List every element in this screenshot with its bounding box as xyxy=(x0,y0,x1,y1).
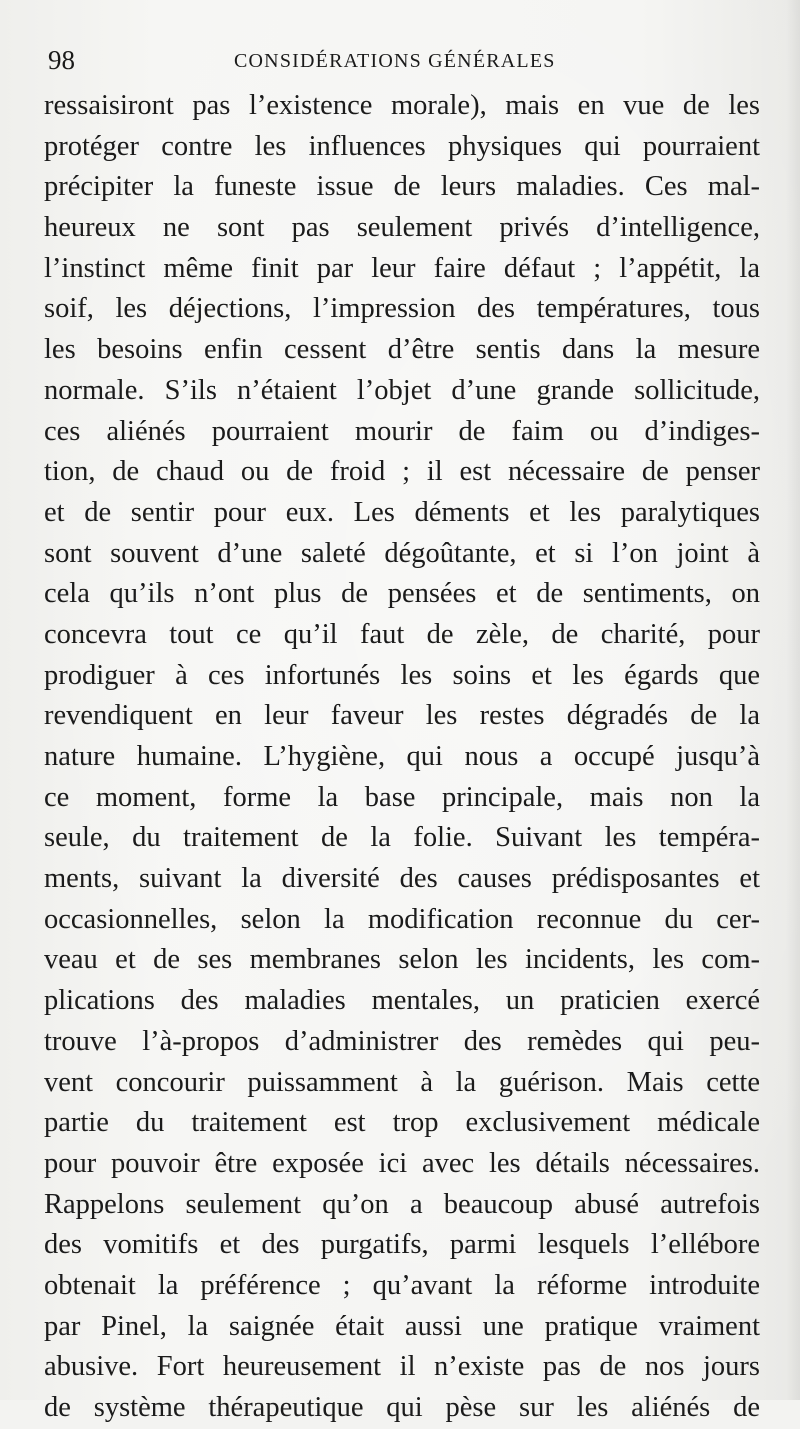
page-header xyxy=(44,42,760,78)
text-line: sont souvent d’une saleté dégoûtante, et si l’on joint à xyxy=(44,537,760,569)
text-line: cela qu’ils n’ont plus de pensées et de sentiments, on xyxy=(44,578,760,610)
text-line: nature humaine. L’hygiène, qui nous a occupé jusqu’à xyxy=(44,741,760,772)
text-line: trouve l’à-propos d’administrer des remèdes qui peu- xyxy=(44,1025,760,1057)
text-line: ments, suivant la diversité des causes prédisposantes et xyxy=(44,863,760,895)
text-line: occasionnelles, selon la modification reconnue du cer- xyxy=(44,903,760,935)
running-head: CONSIDÉRATIONS GÉNÉRALES xyxy=(234,50,556,72)
text-line: soif, les déjections, l’impression des températures, tous xyxy=(44,293,760,325)
text-line: ces aliénés pourraient mourir de faim ou d’indiges- xyxy=(44,415,760,447)
page-edge-shadow xyxy=(786,0,800,1400)
text-line: seule, du traitement de la folie. Suivant les tempéra- xyxy=(44,822,760,854)
text-line: obtenait la préférence ; qu’avant la réforme introduite xyxy=(44,1269,760,1301)
text-line: ce moment, forme la base principale, mais non la xyxy=(44,781,760,813)
text-line: de système thérapeutique qui pèse sur les aliénés de xyxy=(44,1392,760,1423)
text-line: tion, de chaud ou de froid ; il est nécessaire de penser xyxy=(44,456,760,488)
text-line: protéger contre les influences physiques qui pourraient xyxy=(44,130,760,162)
text-line: pour pouvoir être exposée ici avec les détails nécessaires. xyxy=(44,1147,760,1179)
body-text xyxy=(44,86,760,1429)
page-number: 98 xyxy=(48,45,75,75)
text-line: et de sentir pour eux. Les déments et les paralytiques xyxy=(44,496,760,528)
text-line: veau et de ses membranes selon les incidents, les com- xyxy=(44,944,760,976)
text-line: concevra tout ce qu’il faut de zèle, de charité, pour xyxy=(44,618,760,650)
text-line: heureux ne sont pas seulement privés d’intelligence, xyxy=(44,212,760,244)
text-line: les besoins enfin cessent d’être sentis dans la mesure xyxy=(44,334,760,366)
text-line: normale. S’ils n’étaient l’objet d’une grande sollicitude, xyxy=(44,374,760,406)
text-line: revendiquent en leur faveur les restes dégradés de la xyxy=(44,700,760,732)
text-line: par Pinel, la saignée était aussi une pratique vraiment xyxy=(44,1310,760,1342)
text-line: des vomitifs et des purgatifs, parmi lesquels l’ellébore xyxy=(44,1229,760,1261)
text-line: Rappelons seulement qu’on a beaucoup abusé autrefois xyxy=(44,1188,760,1220)
text-line: plications des maladies mentales, un praticien exercé xyxy=(44,985,760,1017)
text-line: l’instinct même finit par leur faire défaut ; l’appétit, la xyxy=(44,252,760,284)
text-line: vent concourir puissamment à la guérison. Mais cette xyxy=(44,1066,760,1098)
text-line: prodiguer à ces infortunés les soins et les égards que xyxy=(44,659,760,691)
text-line: abusive. Fort heureusement il n’existe pas de nos jours xyxy=(44,1351,760,1383)
text-line: partie du traitement est trop exclusivement médicale xyxy=(44,1107,760,1139)
text-line: ressaisiront pas l’existence morale), mais en vue de les xyxy=(44,90,760,121)
text-line: précipiter la funeste issue de leurs maladies. Ces mal- xyxy=(44,171,760,203)
